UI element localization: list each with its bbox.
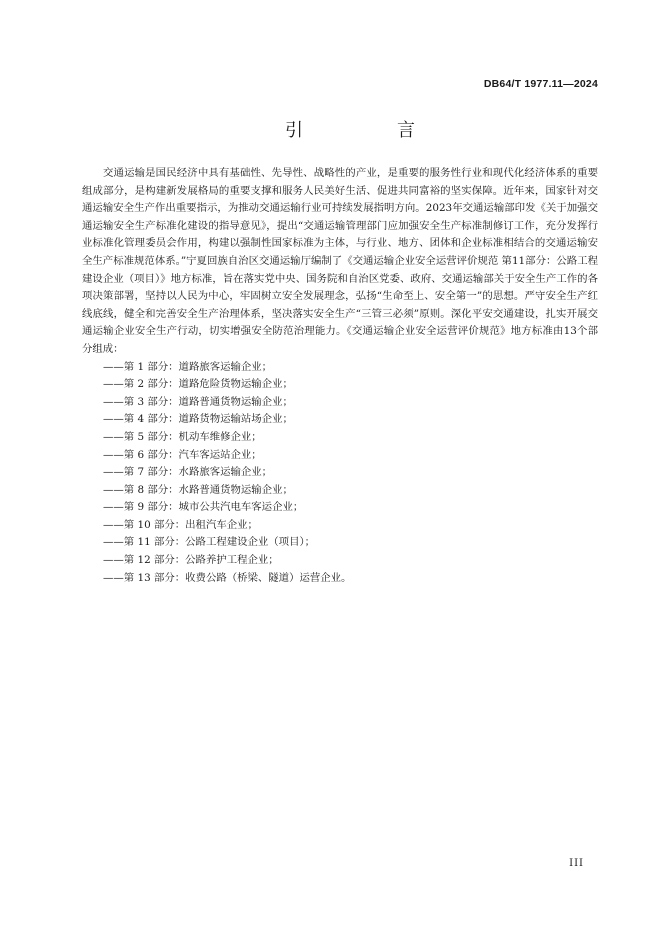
intro-paragraph: 交通运输是国民经济中具有基础性、先导性、战略性的产业，是重要的服务性行业和现代化经济体系的重要组成部分，是构建新发展格局的重要支撑和服务人民美好生活、促进共同富裕的坚实保障。近年来，国家针对交通运输安全生产作出重要指示，为推动交通运输行业可持续发展指明方向。2023年交通运输部印发《关于加强交通运输安全生产标准化建设的指导意见》，提出“交通运输管理部门应加强安全生产标准制修订工作，充分发挥行业标准化管理委员会作用，构建以强制性国家标准为主体，与行业、地方、团体和企业标准相结合的交通运输安全生产标准规范体系。”宁夏回族自治区交通运输厅编制了《交通运输企业安全运营评价规范 第11部分：公路工程建设企业（项目）》地方标准，旨在落实党中央、国务院和自治区党委、政府、交通运输部关于安全生产工作的各项决策部署，坚持以人民为中心，牢固树立安全发展理念，弘扬“生命至上、安全第一”的思想。严守安全生产红线底线，健全和完善安全生产治理体系，坚决落实安全生产“三管三必须”原则。深化平安交通建设，扎实开展交通运输企业安全生产行动，切实增强安全防范治理能力。《交通运输企业安全运营评价规范》地方标准由13个部分组成： xyxy=(82,167,598,355)
document-code: DB64/T 1977.11—2024 xyxy=(483,78,598,90)
list-item: ——第 1 部分：道路旅客运输企业； xyxy=(103,360,273,373)
list-item: ——第 2 部分：道路危险货物运输企业； xyxy=(103,378,293,391)
document-body xyxy=(82,165,598,587)
list-item: ——第 4 部分：道路货物运输站场企业； xyxy=(103,413,293,426)
parts-list xyxy=(82,359,598,588)
list-item: ——第 5 部分：机动车维修企业； xyxy=(103,430,262,443)
list-item: ——第 12 部分：公路养护工程企业； xyxy=(103,554,279,567)
list-item: ——第 3 部分：道路普通货物运输企业； xyxy=(103,395,293,408)
list-item: ——第 13 部分：收费公路（桥梁、隧道）运营企业。 xyxy=(103,571,352,584)
list-item: ——第 11 部分：公路工程建设企业（项目）； xyxy=(103,536,316,549)
page-number: III xyxy=(569,858,584,869)
list-item: ——第 6 部分：汽车客运站企业； xyxy=(103,448,262,461)
section-title: 引 言 xyxy=(285,120,453,141)
list-item: ——第 7 部分：水路旅客运输企业； xyxy=(103,466,273,479)
list-item: ——第 10 部分：出租汽车企业； xyxy=(103,518,258,531)
list-item: ——第 8 部分：水路普通货物运输企业； xyxy=(103,483,293,496)
list-item: ——第 9 部分：城市公共汽电车客运企业； xyxy=(103,501,304,514)
